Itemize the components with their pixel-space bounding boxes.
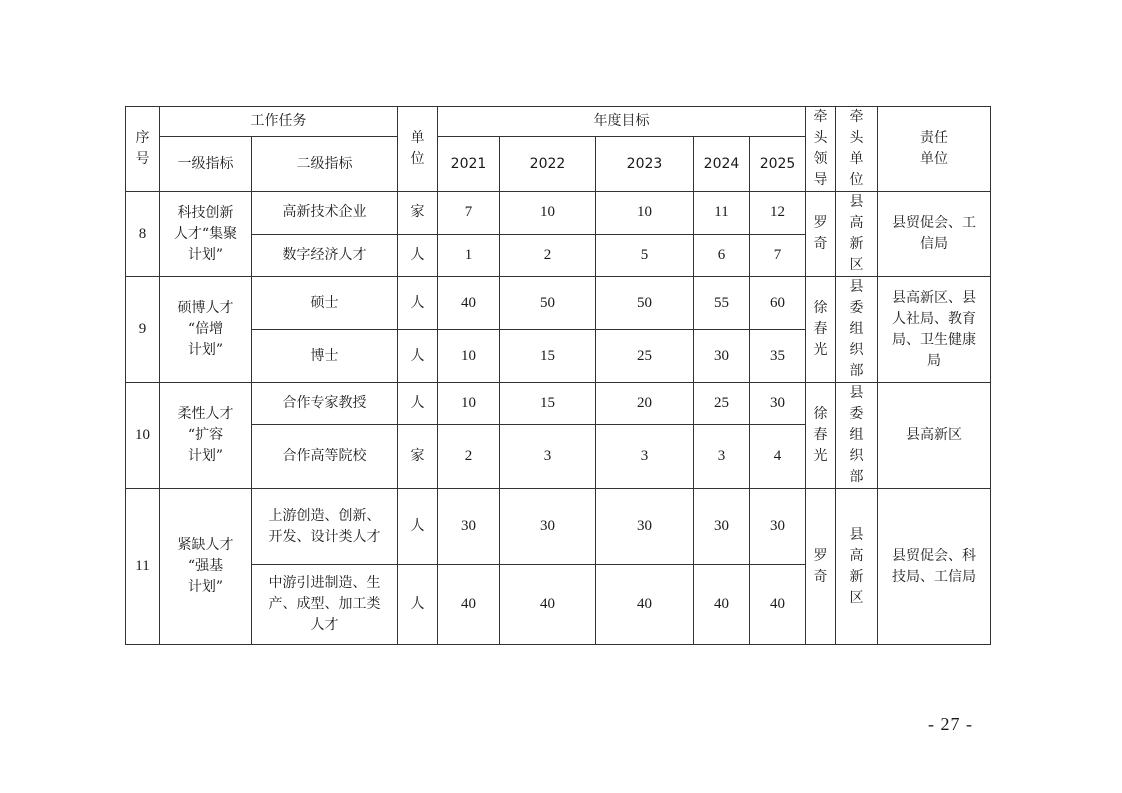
row-seq: 11 bbox=[126, 489, 160, 645]
header-level1: 一级指标 bbox=[160, 137, 252, 192]
header-seq: 序号 bbox=[126, 107, 160, 192]
row-responsible-unit: 县高新区 bbox=[878, 383, 991, 489]
row-target-value: 10 bbox=[596, 192, 694, 235]
header-level2: 二级指标 bbox=[252, 137, 398, 192]
table-row bbox=[126, 277, 991, 330]
row-level2: 硕士 bbox=[252, 277, 398, 330]
row-target-value: 6 bbox=[694, 234, 750, 277]
row-target-value: 60 bbox=[750, 277, 806, 330]
row-lead-unit-text: 县高新区 bbox=[849, 194, 864, 273]
row-target-value: 1 bbox=[438, 234, 500, 277]
row-level1: 柔性人才 “扩容 计划” bbox=[160, 383, 252, 489]
row-lead-leader-text: 徐春光 bbox=[813, 406, 828, 464]
row-lead-unit-text: 县高新区 bbox=[849, 526, 864, 606]
row-lead-unit-text: 县委组织部 bbox=[849, 279, 864, 379]
header-year: 2022 bbox=[500, 137, 596, 192]
row-lead-unit bbox=[836, 489, 878, 645]
row-seq: 9 bbox=[126, 277, 160, 383]
row-target-value: 10 bbox=[438, 330, 500, 383]
row-target-value: 40 bbox=[438, 277, 500, 330]
table-row bbox=[126, 489, 991, 565]
row-level1: 科技创新 人才“集聚 计划” bbox=[160, 192, 252, 277]
row-level1: 紧缺人才 “强基 计划” bbox=[160, 489, 252, 645]
row-level2: 中游引进制造、生 产、成型、加工类 人才 bbox=[252, 565, 398, 645]
row-target-value: 30 bbox=[500, 489, 596, 565]
row-target-value: 11 bbox=[694, 192, 750, 235]
row-lead-unit-text: 县委组织部 bbox=[849, 385, 864, 485]
row-level2: 博士 bbox=[252, 330, 398, 383]
row-seq: 8 bbox=[126, 192, 160, 277]
row-level2: 高新技术企业 bbox=[252, 192, 398, 235]
row-lead-leader bbox=[806, 277, 836, 383]
row-target-value: 30 bbox=[596, 489, 694, 565]
header-year: 2024 bbox=[694, 137, 750, 192]
header-responsible-unit: 责任 单位 bbox=[878, 107, 991, 192]
row-unit: 家 bbox=[398, 425, 438, 489]
row-target-value: 40 bbox=[596, 565, 694, 645]
row-target-value: 50 bbox=[500, 277, 596, 330]
row-target-value: 2 bbox=[438, 425, 500, 489]
row-unit: 人 bbox=[398, 234, 438, 277]
row-level2: 合作高等院校 bbox=[252, 425, 398, 489]
row-target-value: 4 bbox=[750, 425, 806, 489]
row-lead-unit bbox=[836, 383, 878, 489]
row-level2: 数字经济人才 bbox=[252, 234, 398, 277]
row-lead-leader bbox=[806, 192, 836, 277]
row-level2: 上游创造、创新、 开发、设计类人才 bbox=[252, 489, 398, 565]
row-target-value: 30 bbox=[750, 489, 806, 565]
header-year: 2025 bbox=[750, 137, 806, 192]
row-lead-leader bbox=[806, 489, 836, 645]
row-target-value: 7 bbox=[750, 234, 806, 277]
header-unit: 单位 bbox=[398, 107, 438, 192]
row-target-value: 40 bbox=[438, 565, 500, 645]
row-lead-leader bbox=[806, 383, 836, 489]
work-task-table bbox=[125, 106, 991, 645]
table-row bbox=[126, 383, 991, 425]
header-task-group: 工作任务 bbox=[160, 107, 398, 137]
row-target-value: 10 bbox=[438, 383, 500, 425]
row-lead-unit bbox=[836, 192, 878, 277]
table-row bbox=[126, 192, 991, 235]
header-annual-targets: 年度目标 bbox=[438, 107, 806, 137]
row-target-value: 5 bbox=[596, 234, 694, 277]
row-lead-leader-text: 罗奇 bbox=[813, 215, 828, 252]
row-unit: 人 bbox=[398, 489, 438, 565]
row-target-value: 3 bbox=[596, 425, 694, 489]
row-target-value: 30 bbox=[750, 383, 806, 425]
row-target-value: 30 bbox=[694, 330, 750, 383]
header-lead-leader: 牵头领导 bbox=[806, 107, 836, 192]
row-level1: 硕博人才 “倍增 计划” bbox=[160, 277, 252, 383]
row-responsible-unit: 县贸促会、科 技局、工信局 bbox=[878, 489, 991, 645]
header-year: 2021 bbox=[438, 137, 500, 192]
row-target-value: 25 bbox=[596, 330, 694, 383]
row-target-value: 3 bbox=[694, 425, 750, 489]
header-year: 2023 bbox=[596, 137, 694, 192]
row-target-value: 35 bbox=[750, 330, 806, 383]
row-seq: 10 bbox=[126, 383, 160, 489]
row-target-value: 25 bbox=[694, 383, 750, 425]
row-level2: 合作专家教授 bbox=[252, 383, 398, 425]
row-responsible-unit: 县高新区、县 人社局、教育 局、卫生健康 局 bbox=[878, 277, 991, 383]
row-target-value: 15 bbox=[500, 383, 596, 425]
row-target-value: 40 bbox=[694, 565, 750, 645]
row-lead-unit bbox=[836, 277, 878, 383]
row-target-value: 55 bbox=[694, 277, 750, 330]
row-responsible-unit: 县贸促会、工 信局 bbox=[878, 192, 991, 277]
row-unit: 家 bbox=[398, 192, 438, 235]
row-target-value: 15 bbox=[500, 330, 596, 383]
row-target-value: 2 bbox=[500, 234, 596, 277]
row-target-value: 30 bbox=[694, 489, 750, 565]
row-unit: 人 bbox=[398, 330, 438, 383]
row-lead-leader-text: 罗奇 bbox=[813, 547, 828, 585]
row-unit: 人 bbox=[398, 383, 438, 425]
row-target-value: 12 bbox=[750, 192, 806, 235]
row-target-value: 10 bbox=[500, 192, 596, 235]
row-target-value: 20 bbox=[596, 383, 694, 425]
row-target-value: 30 bbox=[438, 489, 500, 565]
row-target-value: 50 bbox=[596, 277, 694, 330]
row-lead-leader-text: 徐春光 bbox=[813, 300, 828, 358]
row-target-value: 40 bbox=[500, 565, 596, 645]
row-unit: 人 bbox=[398, 277, 438, 330]
header-lead-unit: 牵头单位 bbox=[836, 107, 878, 192]
row-target-value: 40 bbox=[750, 565, 806, 645]
row-target-value: 7 bbox=[438, 192, 500, 235]
row-target-value: 3 bbox=[500, 425, 596, 489]
page-number: - 27 - bbox=[928, 714, 973, 734]
row-unit: 人 bbox=[398, 565, 438, 645]
